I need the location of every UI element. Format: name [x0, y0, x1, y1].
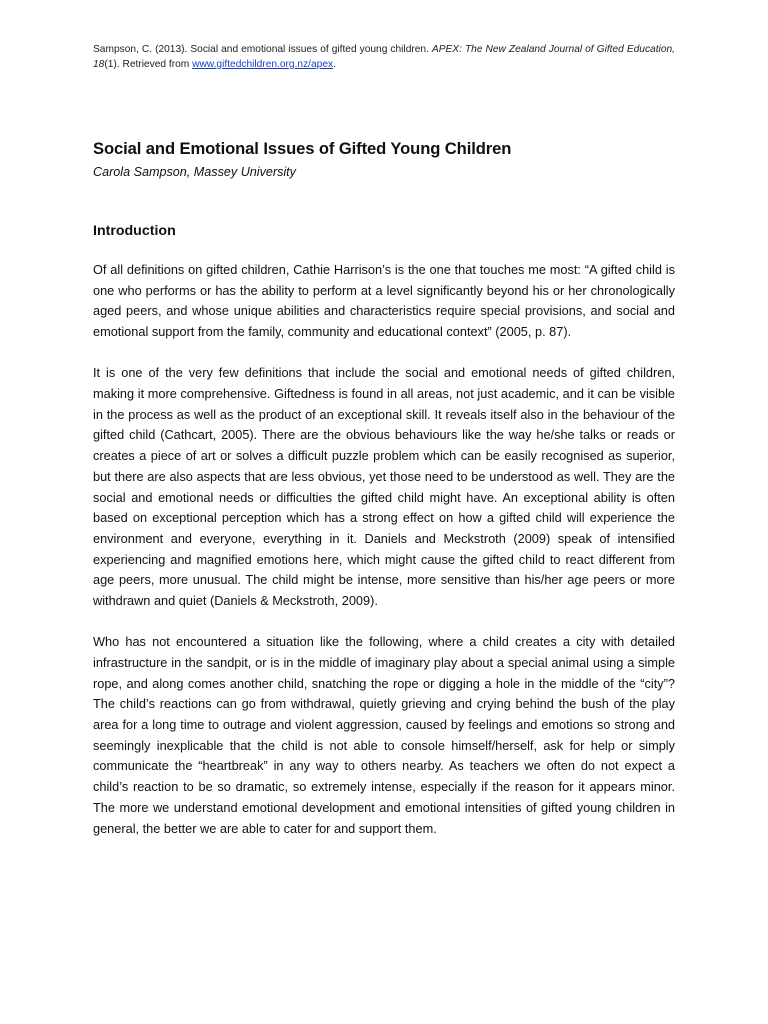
- citation-link[interactable]: www.giftedchildren.org.nz/apex: [192, 59, 334, 70]
- article-title: Social and Emotional Issues of Gifted Young Children: [93, 139, 512, 158]
- citation: [93, 42, 675, 72]
- paragraph-1: Of all definitions on gifted children, Cathie Harrison’s is the one that touches me most: “A gifted child is one who performs or has the ability to perform at a level significantly beyond his or her chronologically aged peers, and whose unique abilities and characteristics require special provisions, and social and emotional support from the family, community and educational context” (2005, p. 87).: [93, 262, 675, 340]
- article-author: Carola Sampson, Massey University: [93, 165, 296, 179]
- citation-issue: (1). Retrieved from: [104, 59, 193, 70]
- citation-suffix: .: [333, 59, 336, 70]
- citation-journal: APEX: The New Zealand Journal of Gifted Education, 18: [93, 44, 675, 70]
- paragraph-2: It is one of the very few definitions that include the social and emotional needs of gifted children, making it more comprehensive. Giftedness is found in all areas, not just academic, and it can be visible in the process as well as the product of an exceptional skill. It reveals itself also in the behaviour of the gifted child (Cathcart, 2005). There are the obvious behaviours like the way he/she talks or reads or creates a piece of art or solves a difficult puzzle problem which can be easily recognised as superior, but there are also aspects that are less obvious, yet those need to be understood as well. They are the social and emotional needs or difficulties the gifted child might have. An exceptional ability is often based on exceptional perception which has a strong effect on how a gifted child will experience the environment and everyone, everything in it. Daniels and Meckstroth (2009) speak of intensified experiencing and magnified emotions here, which might cause the gifted child to react different from age peers, more unusual. The child might be intense, more sensitive than his/her age peers or more withdrawn and quiet (Daniels & Meckstroth, 2009).: [93, 365, 675, 609]
- paragraph-3: Who has not encountered a situation like the following, where a child creates a city with detailed infrastructure in the sandpit, or is in the middle of imaginary play about a special animal using a simple rope, and along comes another child, snatching the rope or digging a hole in the middle of the “city”? The child’s reactions can go from withdrawal, quietly grieving and crying behind the bush of the play area for a long time to outrage and violent aggression, caused by feelings and emotions so strong and seemingly inexplicable that the child is not able to console himself/herself, ask for help or simply communicate the “heartbreak” in any way to others nearby. As teachers we often do not expect a child’s reaction to be so dramatic, so extremely intense, especially if the reason for it appears minor. The more we understand emotional development and emotional intensities of gifted young children in general, the better we are able to cater for and support them.: [93, 634, 675, 836]
- document-page: [93, 42, 675, 839]
- citation-prefix: Sampson, C. (2013). Social and emotional issues of gifted young children.: [93, 44, 432, 55]
- section-heading: Introduction: [93, 223, 176, 239]
